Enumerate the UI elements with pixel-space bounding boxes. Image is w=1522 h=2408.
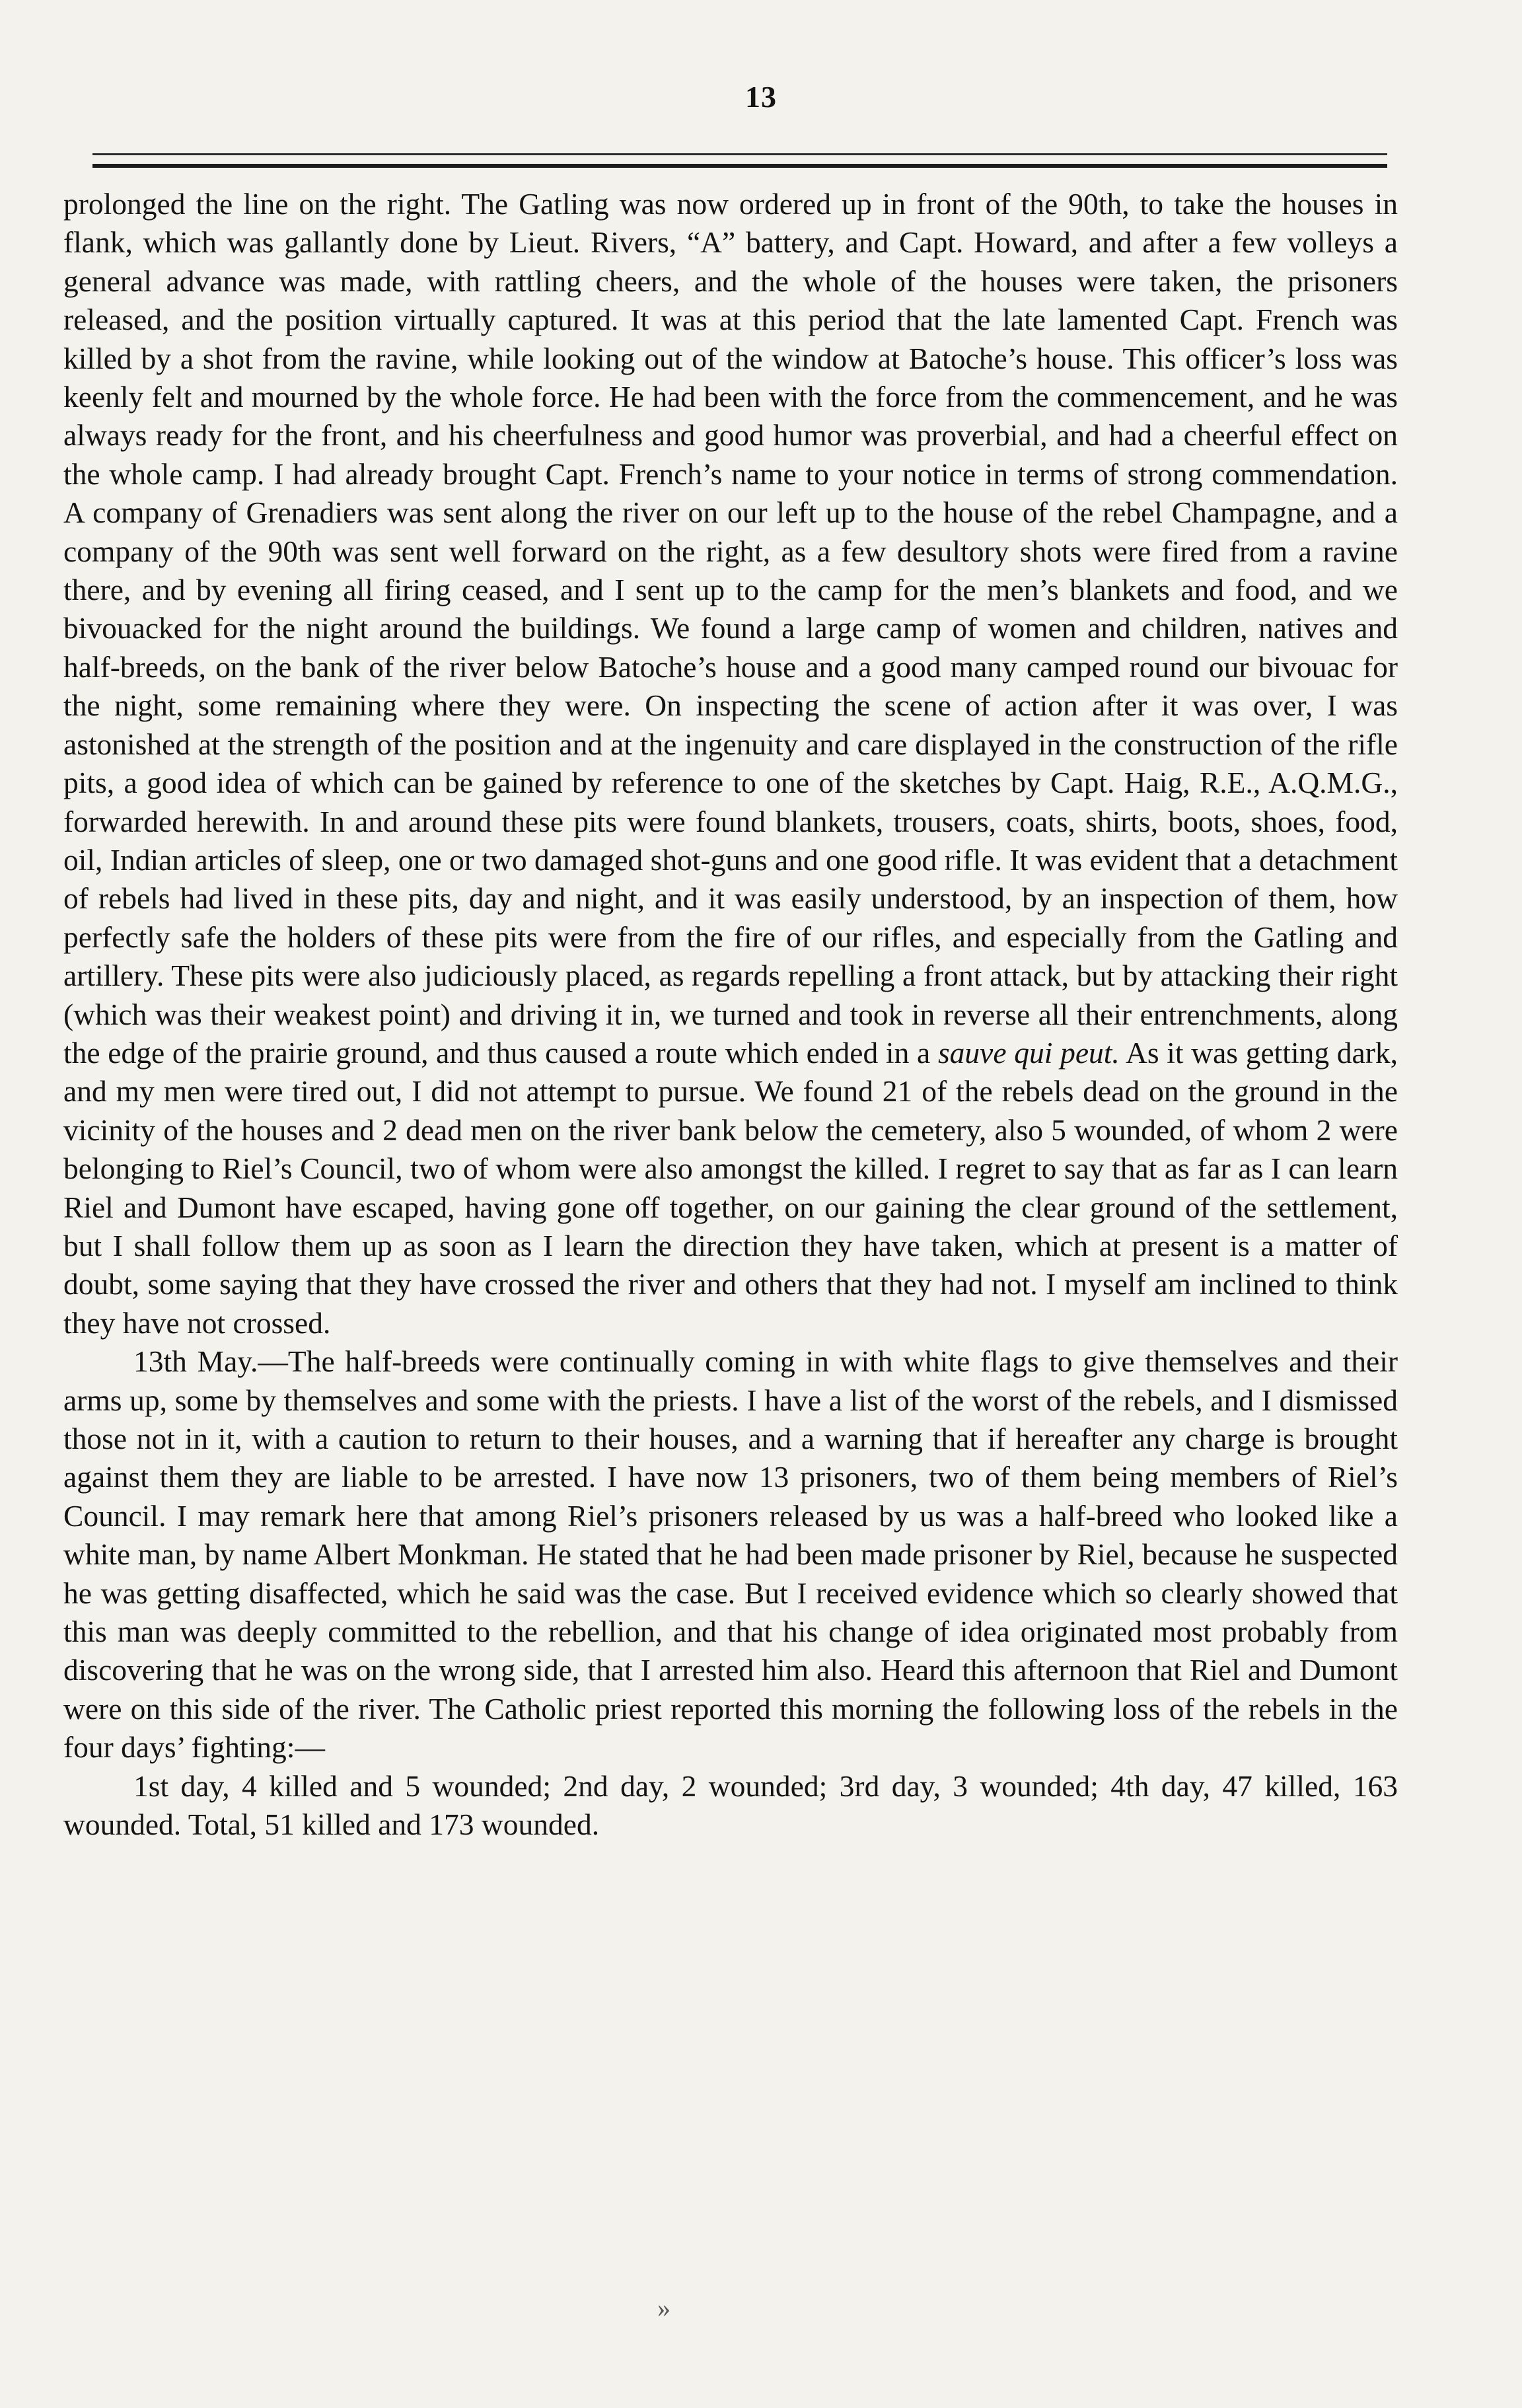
paragraph-text-continued: As it was getting dark, and my men were tired out, I did not attempt to pursue. We found 21 of the rebels dead on the ground in the vicinity of the houses and 2 dead men on the river bank below the cemetery, also 5 wounded, of whom 2 were belonging to Riel’s Council, two of whom were also amongst the killed. I regret to say that as far as I can learn Riel and Dumont have escaped, having gone off together, on our gaining the clear ground of the settlement, but I shall follow them up as soon as I learn the direction they have taken, which at present is a matter of doubt, some saying that they have crossed the river and others that they had not. I myself am inclined to think they have not crossed. [63, 1035, 1398, 1340]
paragraph: 13th May.—The half-breeds were continually coming in with white flags to give themselves and their arms up, some by themselves and some with the priests. I have a list of the worst of the rebels, and I dismissed those not in it, with a caution to return to their houses, and a warning that if hereafter any charge is brought against them they are liable to be arrested. I have now 13 prisoners, two of them being members of Riel’s Council. I may remark here that among Riel’s prisoners released by us was a half-breed who looked like a white man, by name Albert Monkman. He stated that he had been made prisoner by Riel, because he suspected he was getting disaffected, which he said was the case. But I received evidence which so clearly showed that this man was deeply committed to the rebellion, and that his change of idea originated most probably from discovering that he was on the wrong side, that I arrested him also. Heard this afternoon that Riel and Dumont were on this side of the river. The Catholic priest reported this morning the following loss of the rebels in the four days’ fighting:— [63, 1344, 1398, 1765]
paragraph-text: prolonged the line on the right. The Gatling was now ordered up in front of the 90th, to take the houses in flank, which was gallantly done by Lieut. Rivers, “A” battery, and Capt. Howard, and after a few volleys a general advance was made, with rattling cheers, and the whole of the houses were taken, the prisoners released, and the position virtually captured. It was at this period that the late lamented Capt. French was killed by a shot from the ravine, while looking out of the window at Batoche’s house. This officer’s loss was keenly felt and mourned by the whole force. He had been with the force from the commencement, and he was always ready for the front, and his cheerfulness and good humor was proverbial, and had a cheerful effect on the whole camp. I had already brought Capt. French’s name to your notice in terms of strong commendation. A company of Grenadiers was sent along the river on our left up to the house of the rebel Champagne, and a company of the 90th was sent well forward on the right, as a few desultory shots were fired from a ravine there, and by evening all firing ceased, and I sent up to the camp for the men’s blankets and food, and we bivouacked for the night around the buildings. We found a large camp of women and children, natives and half-breeds, on the bank of the river below Batoche’s house and a good many camped round our bivouac for the night, some remaining where they were. On inspecting the scene of action after it was over, I was astonished at the strength of the position and at the ingenuity and care displayed in the construction of the rifle pits, a good idea of which can be gained by reference to one of the sketches by Capt. Haig, R.E., A.Q.M.G., forwarded herewith. In and around these pits were found blankets, trousers, coats, shirts, boots, shoes, food, oil, Indian articles of sleep, one or two damaged shot-guns and one good rifle. It was evident that a detachment of rebels had lived in these pits, day and night, and it was easily understood, by an inspection of them, how perfectly safe the holders of these pits were from the fire of our rifles, and especially from the Gatling and artillery. These pits were also judiciously placed, as regards repelling a front attack, but by attacking their right (which was their weakest point) and driving it in, we turned and took in reverse all their entrenchments, along the edge of the prairie ground, and thus caused a route which ended in a [63, 187, 1398, 1070]
paragraph: 1st day, 4 killed and 5 wounded; 2nd day, 2 wounded; 3rd day, 3 wounded; 4th day, 47 killed, 163 wounded. Total, 51 killed and 173 wounded. [63, 1769, 1398, 1842]
header-rule-thin [92, 153, 1387, 155]
print-fragment: » [657, 2293, 670, 2323]
body-text [63, 185, 1398, 1844]
header-rule-thick [92, 164, 1387, 168]
paragraph [63, 185, 1398, 1342]
italic-phrase: sauve qui peut. [937, 1035, 1120, 1070]
page-number: 13 [745, 80, 777, 114]
